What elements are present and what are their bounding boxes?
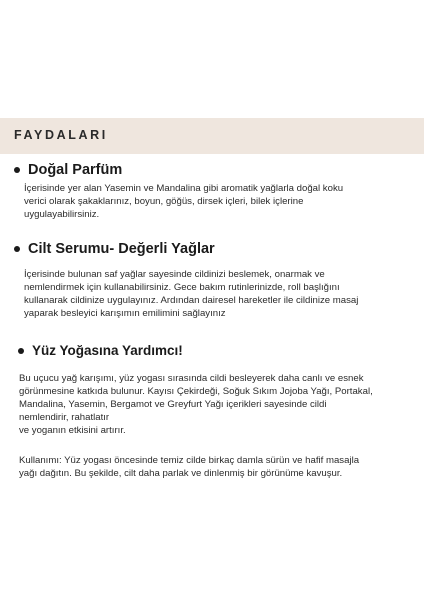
bullet-dot-icon: [14, 167, 20, 173]
paragraph-line: Bu uçucu yağ karışımı, yüz yogası sırasında cildi besleyerek daha canlı ve esnek: [19, 373, 364, 384]
section-heading-row: [18, 343, 183, 358]
banner-title: FAYDALARI: [14, 128, 108, 142]
paragraph-line: ve yoganın etkisini artırır.: [19, 425, 126, 436]
bullet-dot-icon: [18, 348, 24, 354]
section-heading: Cilt Serumu- Değerli Yağlar: [28, 241, 215, 257]
section-heading-row: [14, 241, 215, 257]
paragraph-line: verici olarak şakaklarınız, boyun, göğüs, dirsek içleri, bilek içlerine: [24, 196, 304, 207]
section-heading-row: [14, 162, 122, 178]
paragraph-line: Kullanımı: Yüz yogası öncesinde temiz cilde birkaç damla sürün ve hafif masajla: [19, 455, 360, 466]
section-skin-serum: [14, 241, 215, 257]
paragraph-line: nemlendirir, rahatlatır: [19, 412, 110, 423]
paragraph-line: yaparak besleyici karışımın emilimini sağlayınız: [24, 308, 226, 319]
paragraph-line: görünmesine katkıda bulunur. Kayısı Çekirdeği, Soğuk Sıkım Jojoba Yağı, Portakal,: [19, 386, 373, 397]
paragraph-line: İçerisinde bulunan saf yağlar sayesinde cildinizi beslemek, onarmak ve: [24, 269, 325, 280]
bullet-dot-icon: [14, 246, 20, 252]
usage-paragraph: [19, 454, 359, 480]
paragraph-line: İçerisinde yer alan Yasemin ve Mandalina gibi aromatik yağlarla doğal koku: [24, 183, 344, 194]
paragraph-line: uygulayabilirsiniz.: [24, 209, 100, 220]
paragraph-line: yağı dağıtın. Bu şekilde, cilt daha parlak ve dinlenmiş bir görünüme kavuşur.: [19, 468, 343, 479]
paragraph-line: Mandalina, Yasemin, Bergamot ve Greyfurt Yağı içerikleri sayesinde cildi: [19, 399, 327, 410]
section-heading: Yüz Yoğasına Yardımcı!: [32, 343, 183, 358]
paragraph-line: kullanarak cildinize uygulayınız. Ardından dairesel hareketler ile cildinize masaj: [24, 295, 359, 306]
paragraph-line: nemlendirmek için kullanabilirsiniz. Gece bakım rutinlerinizde, roll başlığını: [24, 282, 340, 293]
section-natural-perfume: [14, 162, 122, 178]
benefits-banner: [0, 118, 424, 154]
section-paragraph: [24, 182, 343, 221]
section-paragraph: [24, 268, 358, 320]
section-heading: Doğal Parfüm: [28, 162, 123, 178]
section-paragraph: [19, 372, 373, 437]
section-face-yoga: [18, 343, 183, 358]
